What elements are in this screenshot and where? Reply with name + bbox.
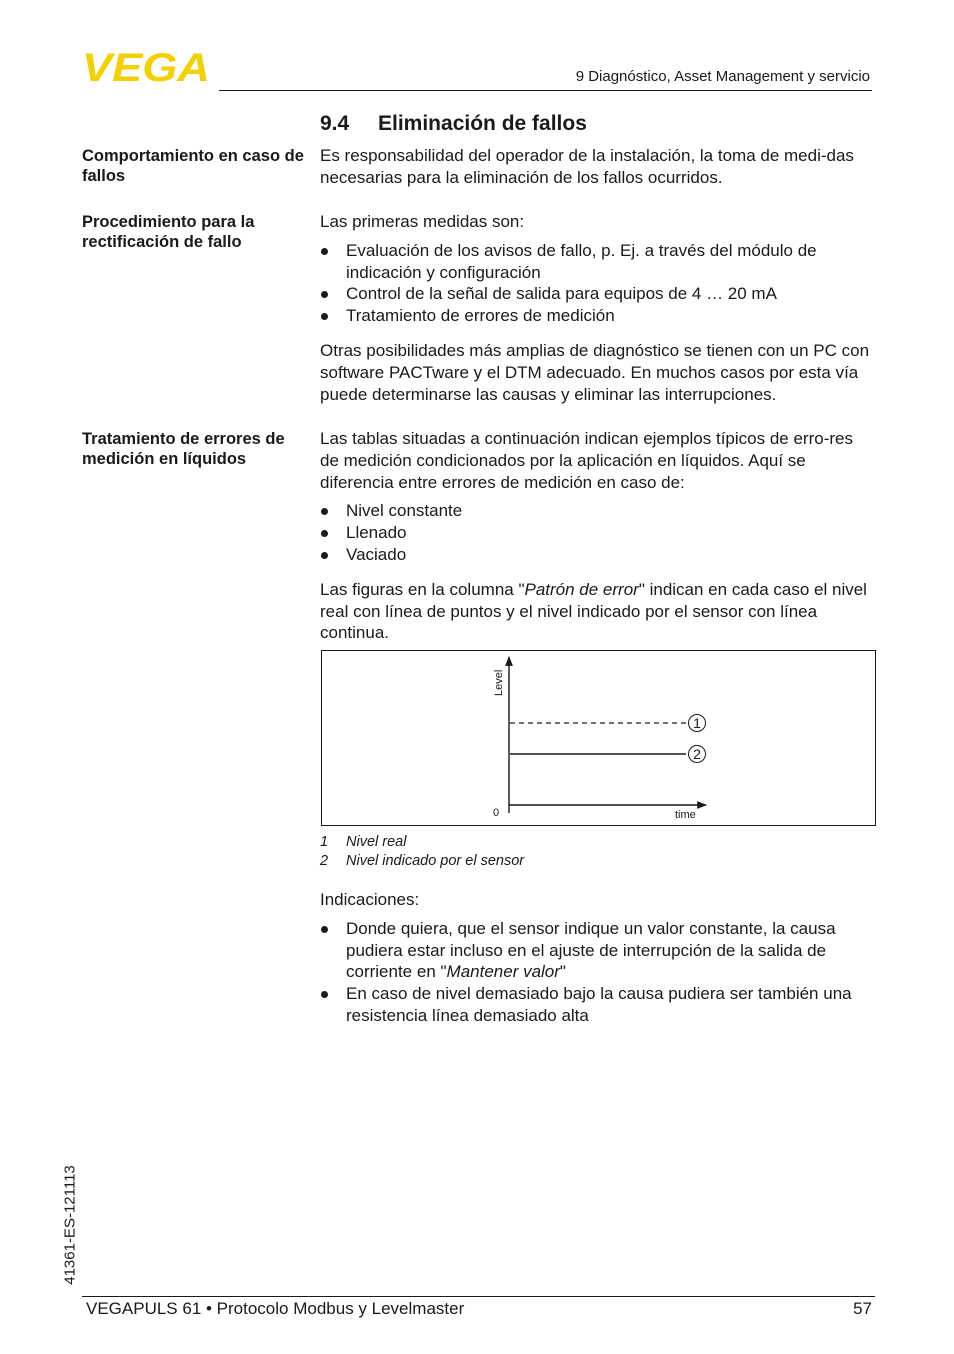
- liquids-section: [320, 428, 876, 644]
- vega-logo: [82, 50, 212, 84]
- procedure-list: [320, 240, 876, 327]
- page-number: 57: [853, 1299, 872, 1318]
- behavior-text: [320, 145, 876, 189]
- list-item: Nivel constante: [320, 500, 876, 522]
- indications-list: [320, 918, 876, 1027]
- marker-2-label: 2: [693, 746, 701, 762]
- list-item: [320, 918, 876, 983]
- legend-number: 2: [320, 853, 329, 869]
- footer-rule: [82, 1296, 875, 1297]
- footer-product: VEGAPULS 61 • Protocolo Modbus y Levelmaster: [86, 1299, 465, 1318]
- list-item: Control de la señal de salida para equipos de 4 … 20 mA: [320, 283, 876, 305]
- legend-text: Nivel indicado por el sensor: [346, 853, 525, 869]
- list-item: Llenado: [320, 522, 876, 544]
- y-axis-label: Level: [493, 669, 505, 696]
- procedure-section: [320, 211, 876, 405]
- origin-label: 0: [493, 807, 500, 819]
- indications-title: Indicaciones:: [320, 890, 420, 909]
- list-item: En caso de nivel demasiado bajo la causa pudiera ser también una resistencia línea demasiado alta: [320, 983, 876, 1027]
- legend-item-2: [320, 853, 524, 869]
- figure-diagram: [322, 651, 877, 827]
- sidebar-label-liquids: Tratamiento de errores de medición en líquidos: [82, 430, 285, 468]
- marker-1-label: 1: [693, 715, 701, 731]
- liquids-list: [320, 500, 876, 565]
- legend-text: Nivel real: [346, 834, 407, 850]
- behavior-paragraph: Es responsabilidad del operador de la instalación, la toma de medi-das necesarias para la eliminación de los fallos ocurridos.: [320, 146, 854, 187]
- x-axis-label: time: [675, 809, 696, 821]
- list-item: Vaciado: [320, 544, 876, 566]
- sidebar-label-behavior: Comportamiento en caso de fallos: [82, 147, 304, 185]
- indication-1-post: ": [559, 962, 566, 982]
- figures-text-post: " indican en cada caso el nivel real con línea de puntos y el nivel indicado por el sensor con línea continua.: [320, 579, 867, 643]
- section-title: Eliminación de fallos: [378, 112, 587, 135]
- figures-text-pre: Las figuras en la columna ": [320, 579, 525, 599]
- indication-1-emphasis: Mantener valor: [446, 962, 560, 982]
- legend-number: 1: [320, 834, 329, 850]
- logo-text: VEGA: [82, 50, 210, 84]
- error-pattern-figure: [321, 650, 876, 826]
- document-id: 41361-ES-121113: [61, 1165, 79, 1285]
- list-item: Tratamiento de errores de medición: [320, 305, 876, 327]
- procedure-intro: Las primeras medidas son:: [320, 212, 525, 231]
- section-heading: [320, 112, 587, 136]
- chapter-title: 9 Diagnóstico, Asset Management y servicio: [575, 68, 870, 85]
- indication-1-pre: Donde quiera, que el sensor indique un valor constante, la causa pudiera estar incluso en el ajuste de interrupción de la salida de corriente en ": [346, 918, 836, 982]
- figures-text-emphasis: Patrón de error: [524, 579, 639, 599]
- legend-item-1: [320, 834, 406, 850]
- indications-section: [320, 889, 876, 1027]
- section-number: 9.4: [320, 112, 350, 135]
- header-rule: [219, 90, 872, 91]
- liquids-intro: Las tablas situadas a continuación indican ejemplos típicos de erro-res de medición condicionados por la aplicación en líquidos. Aquí se diferencia entre errores de medición en caso de:: [320, 429, 853, 492]
- list-item: Evaluación de los avisos de fallo, p. Ej. a través del módulo de indicación y configuración: [320, 240, 876, 284]
- figures-explanation: [320, 579, 876, 644]
- sidebar-label-procedure: Procedimiento para la rectificación de fallo: [82, 213, 255, 251]
- procedure-paragraph: Otras posibilidades más amplias de diagnóstico se tienen con un PC con software PACTware y el DTM adecuado. En muchos casos por esta vía puede determinarse las causas y eliminar las interrupciones.: [320, 340, 870, 404]
